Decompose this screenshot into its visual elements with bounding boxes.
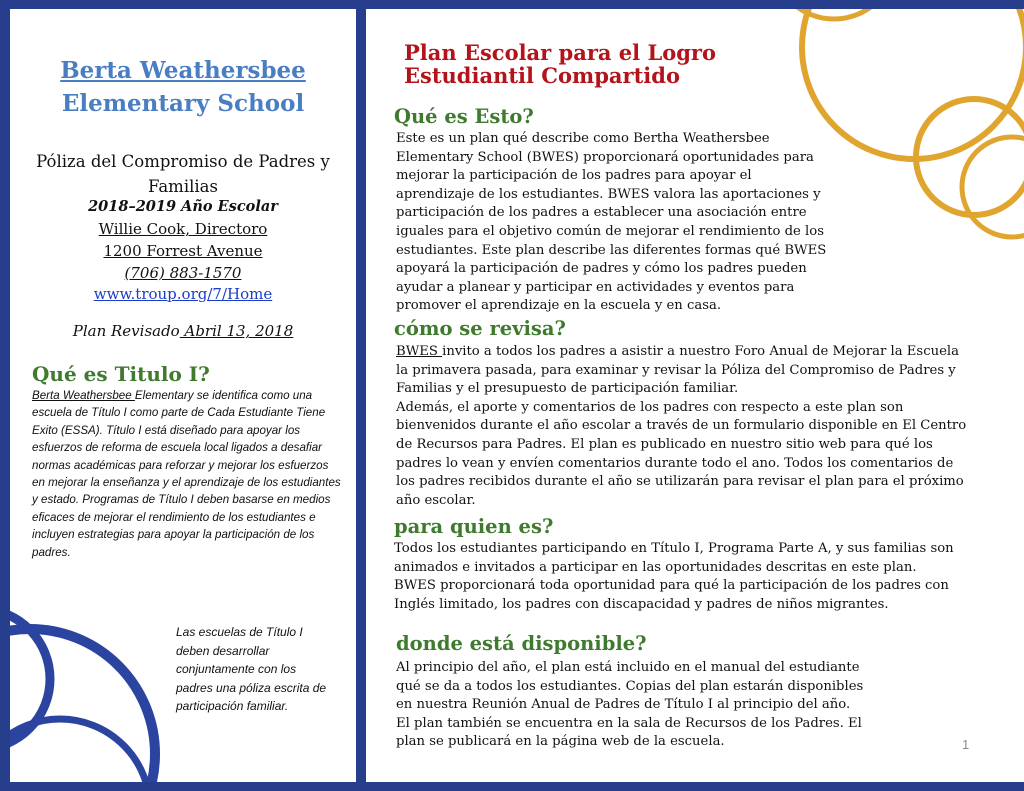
how-reviewed-text-1: invito a todos los padres a asistir a nuestro Foro Anual de Mejorar la Escuela la primavera pasada, para examinar y revisar la Póliza del Compromiso de Padres y Familias y el presupuesto de participación familiar. [396,344,959,397]
school-name-line1[interactable]: Berta Weathersbee [60,57,306,84]
how-reviewed-paragraph-2: Además, el aporte y comentarios de los padres con respecto a este plan son bienvenidos durante el año escolar a través de un formulario disponible en El Centro de Recursos para Padres. El plan es publicado en nuestro sitio web para qué los padres lo vean y envíen comentarios durante todo el ano. Todos los comentarios de los padres recibidos durante el año se utilizarán para revisar el plan para el próximo año escolar. [396,399,967,508]
plan-revised-line [30,320,336,342]
what-is-this-body: Este es un plan qué describe como Bertha Weathersbee Elementary School (BWES) proporcionará oportunidades para mejorar la participación de los padres para apoyar el aprendizaje de los estudiantes. BWES valora las aportaciones y participación de los padres a establecer una asociación entre iguales para el objetivo común de mejorar el rendimiento de los estudiantes. Este plan describe las diferentes formas qué BWES apoyará la participación de padres y cómo los padres pueden ayudar a planear y participar en actividades y eventos para promover el aprendizaje en la escuela y en casa. [396,131,827,314]
revised-label: Plan Revisado [72,322,180,340]
who-is-it-for-heading: para quien es? [394,515,554,538]
how-reviewed-lead: BWES [396,344,443,359]
who-is-it-for-body: Todos los estudiantes participando en Título I, Programa Parte A, y sus familias son animados e invitados a participar en las oportunidades descritas en este plan. BWES proporcionará toda oportunidad para qué la participación de los padres con Inglés limitado, los padres con discapacidad y padres de niños migrantes. [394,541,954,612]
left-column-panel [10,9,356,782]
where-available-heading: donde está disponible? [396,632,647,655]
director-name: Willie Cook, Directoro [98,220,268,238]
title-one-heading: Qué es Titulo I? [32,362,210,386]
page-number: 1 [962,737,970,752]
how-reviewed-body [396,343,971,510]
title-one-callout: Las escuelas de Título I deben desarrollar conjuntamente con los padres una póliza escrita de participación familiar. [176,625,327,713]
school-phone: (706) 883-1570 [124,264,242,282]
school-website-link[interactable]: www.troup.org/7/Home [93,285,273,303]
plan-title [404,41,716,87]
what-is-this-heading: Qué es Esto? [394,105,534,128]
title-one-body-text: Elementary se identifica como una escuela de Título I como parte de Cada Estudiante Tiene Exito (ESSA). Título I está diseñado para apoyar los esfuerzos de reforma de escuela local ligados a desafiar normas académicas para reforzar y mejorar los esfuerzos en mejorar la enseñanza y el aprendizaje de los estudiantes y estado. Programas de Título I deben basarse en medios eficaces de mejorar el rendimiento de los estudiantes e incluyen estrategias para apoyar la participación de los padres. [32,389,341,559]
title-one-body [32,387,344,561]
how-reviewed-paragraph-1 [396,343,971,399]
policy-title: Póliza del Compromiso de Padres y Familias [36,152,330,196]
school-address: 1200 Forrest Avenue [103,242,263,260]
plan-title-line2: Estudiantil Compartido [404,63,680,88]
plan-title-line1: Plan Escolar para el Logro [404,40,716,65]
where-available-body: Al principio del año, el plan está incluido en el manual del estudiante qué se da a todos los estudiantes. Copias del plan estarán disponibles en nuestra Reunión Anual de Padres de Título I al principio del año. El plan también se encuentra en la sala de Recursos de los Padres. El plan se publicará en la página web de la escuela. [396,660,864,750]
how-reviewed-heading: cómo se revisa? [394,317,566,340]
school-year: 2018–2019 Año Escolar [88,198,278,215]
title-one-body-lead: Berta Weathersbee [32,389,135,402]
revised-date: Abril 13, 2018 [179,322,294,340]
right-column-panel [366,9,1024,782]
school-name-line2: Elementary School [61,90,305,117]
